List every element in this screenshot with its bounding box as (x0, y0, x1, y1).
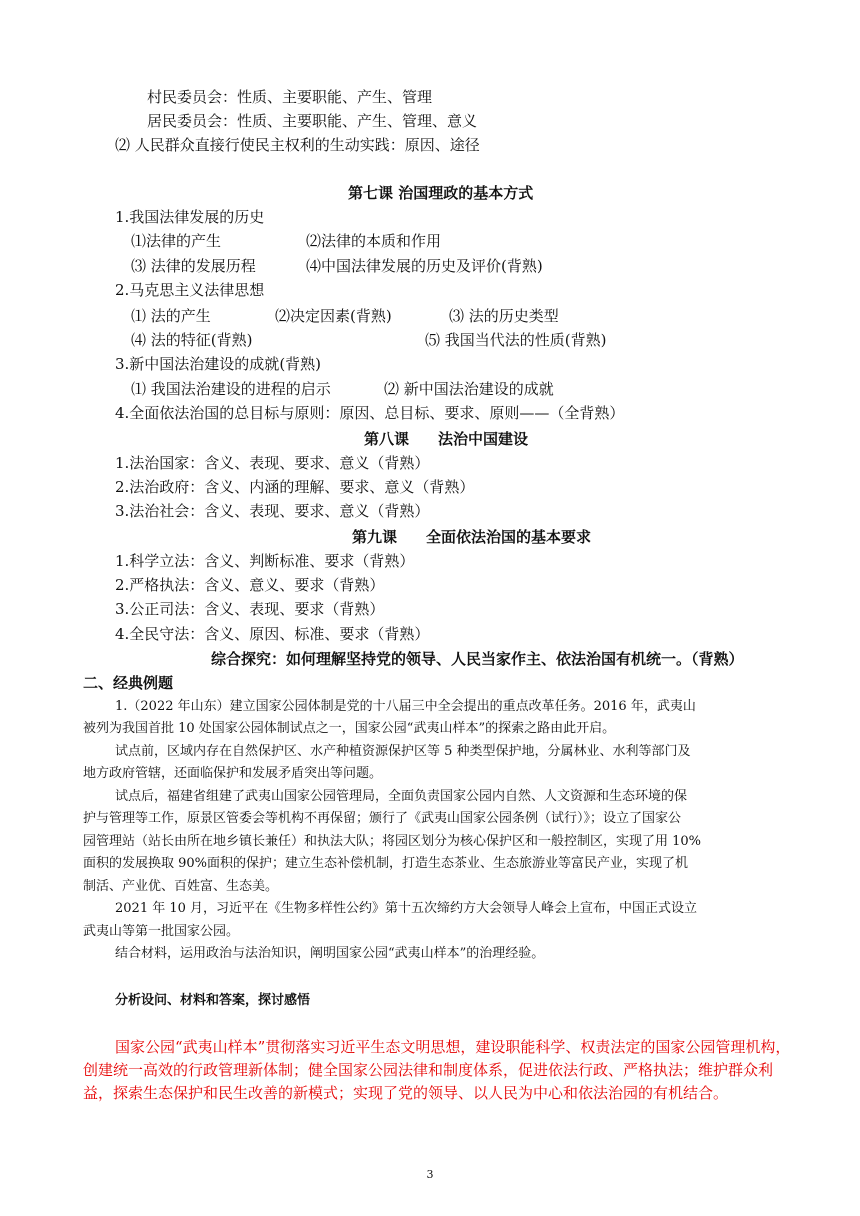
para_lines-line: 制活、产业优、百姓富、生态美。 (83, 879, 279, 894)
lines-line: 3.公正司法：含义、表现、要求（背熟） (115, 600, 385, 618)
lines-line: ⑴ 我国法治建设的进程的启示 (131, 380, 331, 398)
lines-line: ⑶ 法律的发展历程 (131, 257, 256, 275)
lines-line: ⑵决定因素(背熟) (275, 307, 392, 325)
lines-line: 2.严格执法：含义、意义、要求（背熟） (115, 576, 385, 594)
para_lines-line: 试点前，区域内存在自然保护区、水产种植资源保护区等 5 种类型保护地，分属林业、水利等部门及 (115, 744, 691, 759)
lines-line: 第九课 (352, 528, 398, 546)
lines-line: 二、经典例题 (83, 674, 174, 692)
answer_lines-line: 益，探索生态保护和民生改善的新模式；实现了党的领导、以人民为中心和依法治园的有机结合。 (83, 1084, 729, 1102)
lines-line: ⑵ 人民群众直接行使民主权利的生动实践：原因、途径 (115, 136, 480, 154)
para_lines-line: 园管理站（站长由所在地乡镇长兼任）和执法大队；将园区划分为核心保护区和一般控制区，实现了用 10% (83, 834, 702, 849)
lines-line: 3.法治社会：含义、表现、要求、意义（背熟） (115, 502, 430, 520)
para_lines-line: 护与管理等工作，原景区管委会等机构不再保留；颁行了《武夷山国家公园条例（试行）》；设立了国家公 (83, 811, 682, 826)
lines-line: 2.法治政府：含义、内涵的理解、要求、意义（背熟） (115, 478, 475, 496)
lines-line: ⑷ 法的特征(背熟) (131, 331, 253, 349)
para_lines-line: 2021 年 10 月，习近平在《生物多样性公约》第十五次缔约方大会领导人峰会上宣布，中国正式设立 (115, 901, 698, 916)
lines-line: 居民委员会：性质、主要职能、产生、管理、意义 (147, 112, 478, 130)
para_lines-line: 被列为我国首批 10 处国家公园体制试点之一，国家公园“武夷山样本”的探索之路由此开启。 (83, 721, 616, 736)
lines-line: 全面依法治国的基本要求 (426, 528, 592, 546)
para_lines-line: 分析设问、材料和答案，探讨感悟 (115, 993, 311, 1008)
lines-line: ⑴法律的产生 (131, 232, 222, 250)
lines-line: 4.全民守法：含义、原因、标准、要求（背熟） (115, 625, 430, 643)
lines-line: 村民委员会：性质、主要职能、产生、管理 (147, 88, 433, 106)
para_lines-line: 试点后，福建省组建了武夷山国家公园管理局，全面负责国家公园内自然、人文资源和生态环境的保 (115, 789, 688, 804)
para_lines-line: 地方政府管辖，还面临保护和发展矛盾突出等问题。 (83, 766, 383, 781)
lines-line: ⑴ 法的产生 (131, 307, 211, 325)
lines-line: ⑷中国法律发展的历史及评价(背熟) (306, 257, 543, 275)
lines-line: 3.新中国法治建设的成就(背熟) (115, 355, 322, 373)
lines-line: ⑶ 法的历史类型 (449, 307, 559, 325)
lines-line: ⑸ 我国当代法的性质(背熟) (425, 331, 607, 349)
lines-line: 2.马克思主义法律思想 (115, 281, 265, 299)
lines-line: 1.我国法律发展的历史 (115, 208, 265, 226)
lines-line: 法治中国建设 (438, 430, 529, 448)
lines-line: 综合探究：如何理解坚持党的领导、人民当家作主、依法治国有机统一。（背熟） (211, 650, 744, 668)
para_lines-line: 1.（2022 年山东）建立国家公园体制是党的十八届三中全会提出的重点改革任务。2016 年，武夷山 (115, 699, 696, 714)
lines-line: 4.全面依法治国的总目标与原则：原因、总目标、要求、原则——（全背熟） (115, 404, 625, 422)
lines-line: ⑵法律的本质和作用 (306, 232, 442, 250)
lines-line: 第八课 (364, 430, 410, 448)
lines-line: 1.科学立法：含义、判断标准、要求（背熟） (115, 552, 415, 570)
page-number: 3 (426, 1168, 434, 1181)
para_lines-line: 武夷山等第一批国家公园。 (83, 924, 240, 939)
lines-line: 1.法治国家：含义、表现、要求、意义（背熟） (115, 454, 430, 472)
para_lines-line: 结合材料，运用政治与法治知识，阐明国家公园“武夷山样本”的治理经验。 (115, 946, 545, 961)
answer_lines-line: 国家公园“武夷山样本”贯彻落实习近平生态文明思想，建设职能科学、权责法定的国家公园管理机构， (115, 1038, 791, 1056)
lines-line: ⑵ 新中国法治建设的成就 (384, 380, 554, 398)
answer_lines-line: 创建统一高效的行政管理新体制；健全国家公园法律和制度体系，促进依法行政、严格执法；维护群众利 (83, 1061, 774, 1079)
lines-line: 第七课 治国理政的基本方式 (348, 184, 534, 202)
para_lines-line: 面积的发展换取 90%面积的保护；建立生态补偿机制，打造生态茶业、生态旅游业等富民产业，实现了机 (83, 856, 689, 871)
